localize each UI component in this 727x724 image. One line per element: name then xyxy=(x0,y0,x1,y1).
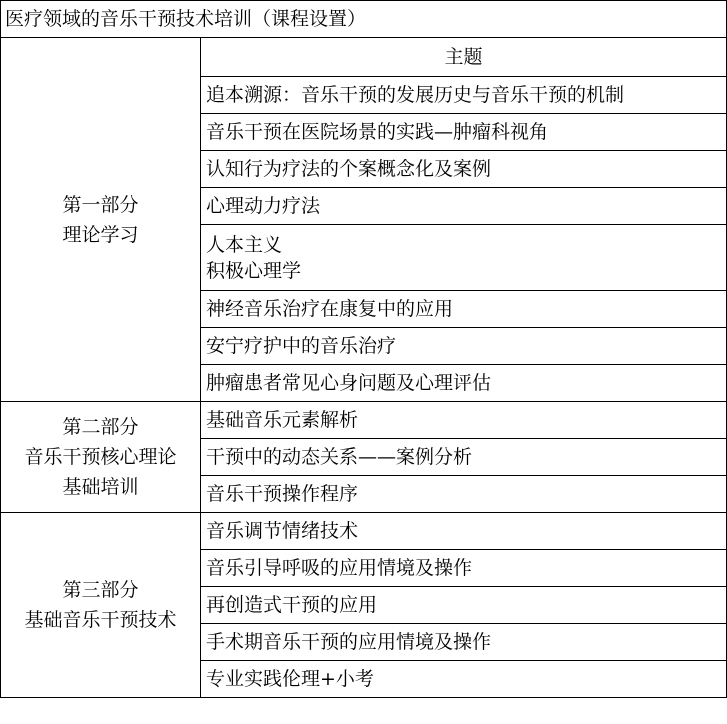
part-3-label-line: 基础音乐干预技术 xyxy=(24,609,177,631)
topic-cell: 安宁疗护中的音乐治疗 xyxy=(201,328,727,365)
topic-cell: 肿瘤患者常见心身问题及心理评估 xyxy=(201,365,727,402)
part-1-label-line: 第一部分 xyxy=(62,193,139,216)
table-title: 医疗领域的音乐干预技术培训（课程设置） xyxy=(1,1,727,38)
topic-cell xyxy=(201,225,727,291)
part-2-label-line: 第二部分 xyxy=(62,416,139,438)
topic-cell: 音乐干预在医院场景的实践—肿瘤科视角 xyxy=(201,114,727,151)
topic-cell: 再创造式干预的应用 xyxy=(201,587,727,624)
topic-cell: 认知行为疗法的个案概念化及案例 xyxy=(201,151,727,188)
topic-cell: 手术期音乐干预的应用情境及操作 xyxy=(201,624,727,661)
part-3-label xyxy=(1,513,201,698)
part-2-label-line: 基础培训 xyxy=(62,476,139,498)
part-1-label xyxy=(1,38,201,402)
part-1-label-line: 理论学习 xyxy=(62,223,139,246)
part-3-label-line: 第三部分 xyxy=(62,579,139,601)
topic-cell: 基础音乐元素解析 xyxy=(201,402,727,439)
table-row xyxy=(1,513,727,550)
table-row xyxy=(1,402,727,439)
header-row xyxy=(1,38,727,77)
topic-cell: 专业实践伦理+小考 xyxy=(201,661,727,698)
topic-cell: 干预中的动态关系——案例分析 xyxy=(201,439,727,476)
topic-cell: 音乐引导呼吸的应用情境及操作 xyxy=(201,550,727,587)
part-2-label xyxy=(1,402,201,513)
topic-cell: 音乐调节情绪技术 xyxy=(201,513,727,550)
topic-cell: 心理动力疗法 xyxy=(201,188,727,225)
topic-column-header: 主题 xyxy=(201,38,727,77)
topic-cell: 神经音乐治疗在康复中的应用 xyxy=(201,291,727,328)
topic-line: 人本主义 xyxy=(206,233,283,256)
title-row xyxy=(1,1,727,38)
topic-cell: 音乐干预操作程序 xyxy=(201,476,727,513)
topic-cell: 追本溯源：音乐干预的发展历史与音乐干预的机制 xyxy=(201,77,727,114)
topic-line: 积极心理学 xyxy=(206,259,302,282)
part-2-label-line: 音乐干预核心理论 xyxy=(24,446,177,468)
